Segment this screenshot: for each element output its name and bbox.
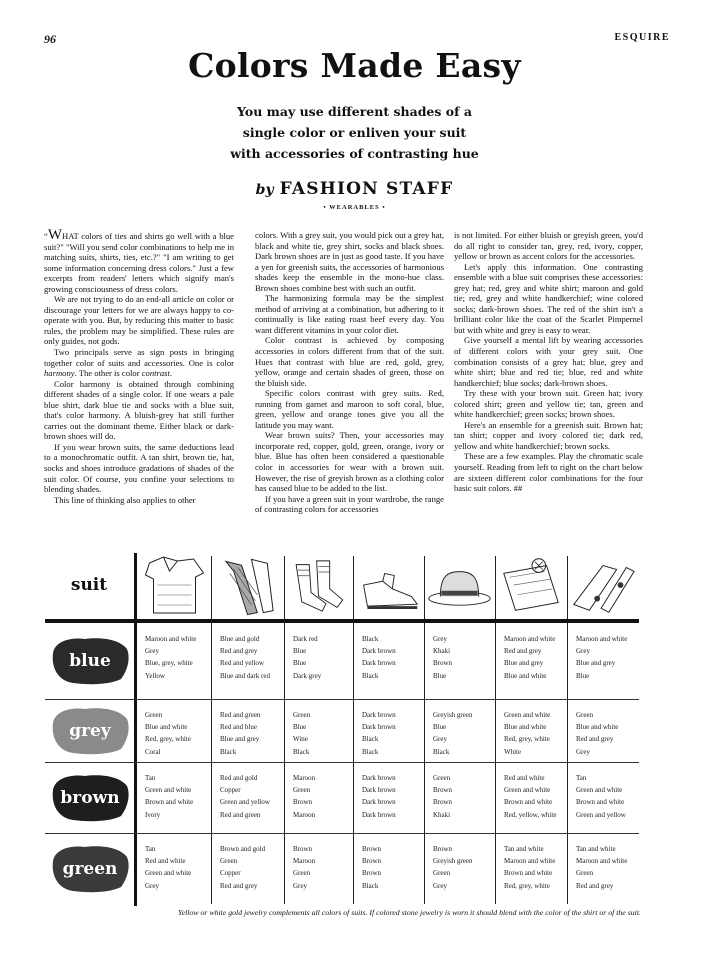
- cell-entry: Green: [145, 711, 163, 719]
- cell-entry: Green: [433, 869, 451, 878]
- chart-header-rule: [45, 619, 639, 623]
- cell-entry: Red and grey: [504, 647, 542, 656]
- chart-cell: [576, 633, 627, 682]
- cell-entry: Yellow: [145, 671, 165, 680]
- cell-entry: Red, grey, white: [504, 735, 550, 744]
- chart-cell: [145, 772, 193, 821]
- cell-entry: Tan: [576, 774, 587, 782]
- cell-entry: Grey: [293, 881, 307, 890]
- cell-entry: Red and white: [504, 774, 545, 782]
- cell-entry: Dark brown: [362, 659, 396, 668]
- chart-cell: [504, 709, 550, 758]
- chart-cell: [576, 772, 626, 821]
- chart-row-line: [45, 833, 639, 834]
- chart-cell: [362, 843, 381, 892]
- paragraph-text: .: [169, 368, 173, 379]
- article-title: Colors Made Easy: [188, 46, 521, 85]
- magazine-name: ESQUIRE: [614, 32, 670, 43]
- body-paragraph: Here's an ensemble for a greenish suit. Brown hat; tan shirt; copper and ivory colored tie; dark red, yellow and white handkerchief; brown socks.: [454, 419, 643, 451]
- cell-entry: Brown: [293, 845, 313, 853]
- subtitle-line: with accessories of contrasting hue: [230, 146, 479, 161]
- cell-entry: Grey: [576, 647, 590, 656]
- body-paragraph: These are a few examples. Play the chromatic scale yourself. Reading from left to right on the chart below are sixteen different color combinations for the four basic suit colors. ##: [454, 451, 643, 494]
- chart-cell: [576, 843, 627, 892]
- cell-entry: Green and white: [576, 786, 623, 795]
- handkerchief-icon: [496, 555, 566, 617]
- cell-entry: Brown and white: [145, 798, 194, 807]
- chart-cell: [504, 843, 555, 892]
- cell-entry: White: [504, 747, 522, 756]
- cell-entry: Blue: [576, 671, 590, 680]
- cell-entry: Grey: [433, 735, 447, 744]
- cell-entry: Grey: [576, 747, 590, 756]
- cell-entry: Green and white: [145, 869, 192, 878]
- cell-entry: Brown and gold: [220, 845, 266, 853]
- cell-entry: Brown: [362, 869, 382, 878]
- cell-entry: Green: [220, 857, 238, 866]
- chart-row-line: [45, 762, 639, 763]
- cell-entry: Red, grey, white: [504, 881, 550, 890]
- suit-color-label: grey: [69, 721, 111, 741]
- suit-color-blue: [49, 635, 131, 687]
- cell-entry: Tan and white: [576, 845, 616, 853]
- cell-entry: Dark brown: [362, 774, 396, 782]
- cell-entry: Blue and white: [145, 723, 188, 732]
- suit-color-brown: [49, 772, 131, 824]
- cell-entry: Blue and white: [504, 723, 547, 732]
- cell-entry: Grey: [433, 881, 447, 890]
- cell-entry: Black: [362, 671, 379, 680]
- cell-entry: Green: [293, 869, 311, 878]
- cell-entry: Blue: [293, 659, 307, 668]
- subtitle-line: You may use different shades of a: [237, 104, 472, 119]
- color-chart: [45, 553, 639, 906]
- emphasis-text: harmony: [44, 368, 75, 379]
- cell-entry: Black: [362, 881, 379, 890]
- suit-color-label: green: [62, 859, 118, 879]
- cell-entry: Dark grey: [293, 671, 322, 680]
- cell-entry: Red, grey, white: [145, 735, 191, 744]
- chart-cell: [293, 772, 315, 821]
- cell-entry: Green and yellow: [576, 810, 626, 819]
- cell-entry: Blue and white: [504, 671, 547, 680]
- cell-entry: Brown: [293, 798, 313, 807]
- suit-column-header: suit: [70, 575, 108, 595]
- chart-cell: [433, 772, 452, 821]
- body-column-2: [255, 230, 444, 515]
- hat-icon: [425, 555, 494, 617]
- subtitle-line: single color or enliven your suit: [242, 125, 467, 140]
- cell-entry: Maroon: [293, 774, 316, 782]
- chart-cell: [145, 633, 196, 682]
- cell-entry: Blue, grey, white: [145, 659, 193, 668]
- suit-color-grey: [49, 705, 131, 757]
- cell-entry: Dark brown: [362, 810, 396, 819]
- chart-cell: [576, 709, 618, 758]
- chart-cell: [362, 709, 396, 758]
- cell-entry: Blue and dark red: [220, 671, 270, 680]
- body-paragraph: Give yourself a mental lift by wearing accessories of different colors with your grey suit. One combination consists of a grey hat; blue, grey and white shirt; blue and red tie; blue, red and white handkerchief; blue socks; dark-brown shoes.: [454, 335, 643, 388]
- cell-entry: Greyish green: [433, 711, 473, 719]
- cell-entry: Green and white: [504, 786, 551, 795]
- chart-cell: [504, 633, 555, 682]
- cell-entry: Maroon: [293, 857, 316, 866]
- cell-entry: Green: [293, 786, 311, 795]
- cell-entry: Copper: [220, 786, 241, 795]
- suit-color-green: [49, 843, 131, 895]
- cell-entry: Black: [362, 747, 379, 756]
- cell-entry: Red and yellow: [220, 659, 264, 668]
- cell-entry: Green: [576, 711, 594, 719]
- body-paragraph: If you have a green suit in your wardrobe, the range of contrasting colors for accessories: [255, 493, 444, 515]
- body-paragraph: “WHAT colors of ties and shirts go well with a blue suit?" "Will you send color combinations to help me in matching suits, shirts, ties, etc.?" "I am writing to get some information concerning dress colors." Just a few excerpts from readers' letters which signify man's growing consciousness of dress colors.: [44, 227, 234, 294]
- cell-entry: Brown: [362, 857, 382, 866]
- chart-cell: [433, 633, 452, 682]
- cell-entry: Green and white: [504, 711, 551, 719]
- chart-cell: [433, 843, 472, 892]
- cell-entry: Blue and gold: [220, 635, 260, 643]
- body-paragraph: We are not trying to do an end-all article on color or discourage your letters for we are always happy to co-operate with you. But, by reducing this matter to basic rules, the problem may be simplified. These rules are only guides, not gods.: [44, 294, 234, 347]
- page-number: 96: [44, 32, 56, 46]
- chart-cell: [220, 633, 270, 682]
- body-paragraph: Try these with your brown suit. Green hat; ivory colored shirt; green and yellow tie; tan, green and white handkerchief; green socks; brown shoes.: [454, 388, 643, 420]
- cell-entry: Red and grey: [576, 881, 614, 890]
- cell-entry: Black: [433, 747, 450, 756]
- cell-entry: Red, yellow, white: [504, 810, 557, 819]
- cell-entry: Dark brown: [362, 647, 396, 656]
- body-paragraph: colors. With a grey suit, you would pick out a grey hat, black and white tie, grey shirt, socks and black shoes. Dark brown shoes are in just as good taste. If you have a yen for greenish suits, the accessories of harmonious shades keep the ensemble in the mono-hue class. Brown shoes combine best with such an outfit.: [255, 230, 444, 293]
- body-paragraph: This line of thinking also applies to other: [54, 494, 196, 505]
- paragraph-text: Two principals serve as sign posts in bringing together color of suits and accessories. One is color: [44, 347, 234, 368]
- cell-entry: Blue: [293, 723, 307, 732]
- section-tag: • WEARABLES •: [323, 204, 386, 211]
- body-paragraph: [44, 347, 234, 379]
- cell-entry: Khaki: [433, 810, 451, 819]
- article-subtitle: [0, 101, 709, 164]
- chart-cell: [504, 772, 556, 821]
- cell-entry: Khaki: [433, 647, 451, 656]
- cell-entry: Black: [293, 747, 310, 756]
- cell-entry: Grey: [433, 635, 447, 643]
- cell-entry: Blue: [293, 647, 307, 656]
- chart-cell: [220, 709, 260, 758]
- cell-entry: Red and green: [220, 810, 261, 819]
- cell-entry: Greyish green: [433, 857, 473, 866]
- cell-entry: Dark brown: [362, 798, 396, 807]
- body-paragraph: Color harmony is obtained through combining different shades of a single color. If one wears a pale blue shirt, dark blue tie and socks with a blue suit, that's color harmony. A bluish-grey hat still further carries out the dominant theme. Either black or dark-brown shoes will do.: [44, 378, 234, 442]
- cell-entry: Blue and grey: [576, 659, 616, 668]
- chart-cell: [433, 709, 472, 758]
- cell-entry: Green: [576, 869, 594, 878]
- cell-entry: Red and white: [145, 857, 186, 866]
- cell-entry: Dark red: [293, 635, 318, 643]
- cell-entry: Dark brown: [362, 786, 396, 795]
- chart-row-line: [45, 699, 639, 700]
- body-paragraph: Let's apply this information. One contrasting ensemble with a blue suit comprises these accessories: grey hat; red, grey and white shirt; maroon and gold tie; red, grey and white handkerchief; wine colored socks; dark-brown shoes. The red of the shirt isn't a brilliant color like the coat of the Scarlet Pimpernel but with white and grey is easy to wear.: [454, 261, 643, 335]
- cell-entry: Tan and white: [504, 845, 544, 853]
- cell-entry: Ivory: [145, 810, 161, 819]
- body-paragraph: Color contrast is achieved by composing accessories in colors different from that of the suit. Hues that contrast with blue are red, gold, grey, yellow, orange and certain shades of green, those on the bluish side.: [255, 335, 444, 388]
- cell-entry: Brown and white: [504, 798, 553, 807]
- chart-cell: [293, 633, 321, 682]
- chart-cell: [362, 772, 396, 821]
- chart-cell: [145, 843, 191, 892]
- shoe-icon: [354, 555, 423, 617]
- body-paragraph: is not limited. For either bluish or greyish green, you'd do all right to consider tan, grey, red, ivory, copper, yellow or brown as accent colors for the accessories.: [454, 230, 643, 262]
- paragraph-text: . The other is color: [74, 368, 142, 379]
- cell-entry: Brown: [362, 845, 382, 853]
- chart-cell: [293, 843, 315, 892]
- cell-entry: Brown: [433, 845, 453, 853]
- cell-entry: Dark brown: [362, 723, 396, 732]
- cell-entry: Red and grey: [220, 881, 258, 890]
- cell-entry: Green: [293, 711, 311, 719]
- cell-entry: Maroon and white: [504, 857, 556, 866]
- chart-cell: [220, 772, 270, 821]
- cell-entry: Blue and grey: [220, 735, 260, 744]
- cell-entry: Red and grey: [220, 647, 258, 656]
- cell-entry: Brown and white: [576, 798, 625, 807]
- cell-entry: Brown: [433, 798, 453, 807]
- body-paragraph: Wear brown suits? Then, your accessories may incorporate red, copper, gold, green, orange, ivory or blue. Blue has often been considered a questionable color in accessories for wear with a brown suit. However, the rise of greyish brown as a clothing color has caused blue to be added to the list.: [255, 430, 444, 494]
- tie-icon: [212, 555, 283, 617]
- suit-color-label: blue: [69, 651, 111, 671]
- body-column-1: [44, 227, 234, 505]
- cell-entry: Tan: [145, 845, 156, 853]
- cell-entry: Blue and grey: [504, 659, 544, 668]
- body-paragraph: Specific colors contrast with grey suits. Red, running from garnet and maroon to soft coral, blue, green, yellow and orange tones give you all the latitude you may want.: [255, 388, 444, 430]
- emphasis-text: contrast: [141, 368, 170, 379]
- cell-entry: Red and gold: [220, 774, 258, 782]
- cell-entry: Green and yellow: [220, 798, 270, 807]
- cell-entry: Maroon: [293, 810, 316, 819]
- cell-entry: Black: [362, 635, 379, 643]
- cell-entry: Wine: [293, 735, 308, 744]
- suit-color-label: brown: [60, 788, 120, 808]
- cell-entry: Black: [362, 735, 379, 744]
- shirt-icon: [137, 555, 210, 617]
- chart-cell: [145, 709, 191, 758]
- cell-entry: Green and white: [145, 786, 192, 795]
- cell-entry: Red and green: [220, 711, 261, 719]
- body-paragraph: If you wear brown suits, the same deductions lead to a monochromatic outfit. A tan shirt, brown tie, hat, socks and shoes introduce gradations of shades of the suit color. Of course, you confine your selections to blending shades.: [44, 441, 234, 495]
- cell-entry: Red and blue: [220, 723, 257, 732]
- suspenders-icon: [568, 555, 638, 617]
- cell-entry: Coral: [145, 747, 161, 756]
- body-paragraph: The harmonizing formula may be the simplest method of arriving at a combination, but adhering to it continually is like eating roast beef every day. You want different vitamins in your color diet.: [255, 293, 444, 335]
- cell-entry: Brown: [433, 786, 453, 795]
- chart-cell: [293, 709, 310, 758]
- cell-entry: Brown: [433, 659, 453, 668]
- cell-entry: Green: [433, 774, 451, 782]
- cell-entry: Blue: [433, 723, 447, 732]
- cell-entry: Grey: [145, 881, 159, 890]
- cell-entry: Tan: [145, 774, 156, 782]
- cell-entry: Black: [220, 747, 237, 756]
- byline: [0, 179, 709, 199]
- cell-entry: Maroon and white: [576, 857, 628, 866]
- cell-entry: Blue and white: [576, 723, 619, 732]
- chart-cell: [220, 843, 265, 892]
- drop-cap: W: [47, 227, 62, 243]
- cell-entry: Maroon and white: [145, 635, 197, 643]
- cell-entry: Blue: [433, 671, 447, 680]
- cell-entry: Copper: [220, 869, 241, 878]
- body-column-3: [454, 230, 643, 494]
- cell-entry: Red and grey: [576, 735, 614, 744]
- cell-entry: Brown and white: [504, 869, 553, 878]
- chart-caption: Yellow or white gold jewelry complements all colors of suits. If colored stone jewelry is worn it should blend with the color of the shirt or of the suit.: [178, 908, 641, 917]
- byline-author: FASHION STAFF: [279, 179, 454, 199]
- socks-icon: [285, 555, 352, 617]
- paragraph-text: HAT colors of ties and shirts go well with a blue suit?" "Will you send color combinations to help me in matching suits, shirts, ties, etc.?" "I am writing to get some information concerning dress colors." Just a few excerpts from readers' letters which signify man's growing consciousness of dress colors.: [44, 231, 234, 294]
- byline-by: by: [255, 182, 274, 198]
- chart-cell: [362, 633, 396, 682]
- cell-entry: Dark brown: [362, 711, 396, 719]
- cell-entry: Maroon and white: [504, 635, 556, 643]
- cell-entry: Maroon and white: [576, 635, 628, 643]
- cell-entry: Grey: [145, 647, 159, 656]
